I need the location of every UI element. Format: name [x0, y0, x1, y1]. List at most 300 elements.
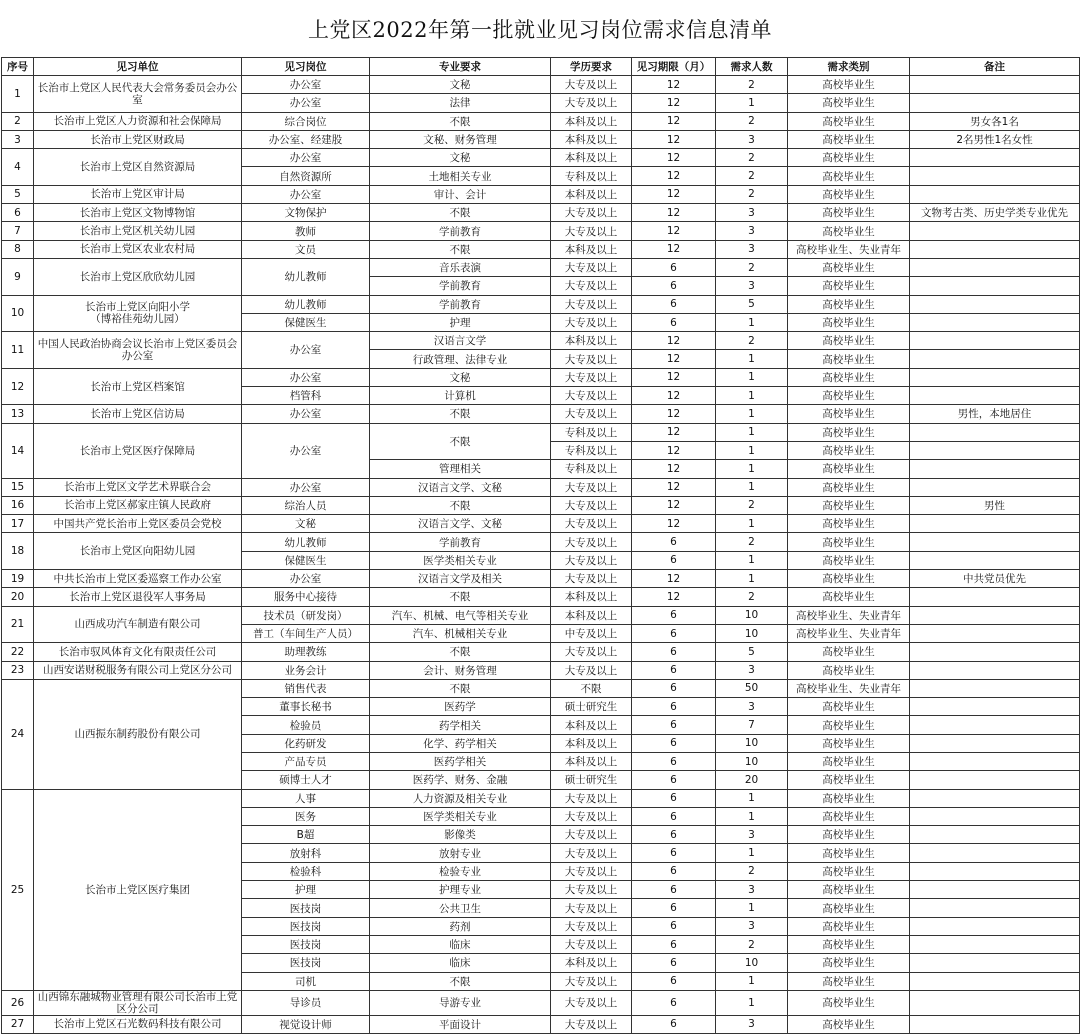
cell-note: 文物考古类、历史学类专业优先: [910, 204, 1080, 222]
cell-count: 2: [716, 258, 788, 276]
cell-major: 音乐表演: [370, 258, 551, 276]
cell-count: 2: [716, 588, 788, 606]
cell-major: 学前教育: [370, 295, 551, 313]
cell-category: 高校毕业生: [788, 387, 910, 405]
cell-education: 大专及以上: [551, 643, 632, 661]
cell-note: [910, 277, 1080, 295]
table-row: [2, 990, 1080, 1015]
cell-count: 3: [716, 826, 788, 844]
cell-education: 不限: [551, 679, 632, 697]
cell-post: 办公室、经建股: [242, 130, 370, 148]
cell-note: [910, 149, 1080, 167]
cell-major: 汽车、机械相关专业: [370, 624, 551, 642]
cell-major: 文秘: [370, 368, 551, 386]
header-category: 需求类别: [788, 58, 910, 76]
cell-count: 3: [716, 917, 788, 935]
cell-months: 6: [632, 551, 716, 569]
table-row: [2, 478, 1080, 496]
cell-unit: 长治市上党区人力资源和社会保障局: [34, 112, 242, 130]
cell-unit: 长治市上党区审计局: [34, 185, 242, 203]
cell-major: 不限: [370, 405, 551, 423]
cell-no: 2: [2, 112, 34, 130]
cell-months: 6: [632, 899, 716, 917]
cell-education: 大专及以上: [551, 1015, 632, 1033]
cell-major: 汽车、机械、电气等相关专业: [370, 606, 551, 624]
cell-major: 人力资源及相关专业: [370, 789, 551, 807]
cell-months: 6: [632, 771, 716, 789]
cell-education: 大专及以上: [551, 881, 632, 899]
cell-post: 普工（车间生产人员）: [242, 624, 370, 642]
cell-category: 高校毕业生: [788, 917, 910, 935]
cell-months: 12: [632, 368, 716, 386]
cell-no: 4: [2, 149, 34, 186]
cell-note: [910, 771, 1080, 789]
cell-count: 2: [716, 332, 788, 350]
header-post: 见习岗位: [242, 58, 370, 76]
cell-education: 本科及以上: [551, 588, 632, 606]
cell-note: [910, 76, 1080, 94]
cell-post: 自然资源所: [242, 167, 370, 185]
cell-unit: 山西安诺财税服务有限公司上党区分公司: [34, 661, 242, 679]
cell-education: 大专及以上: [551, 917, 632, 935]
cell-unit: 长治市上党区退役军人事务局: [34, 588, 242, 606]
cell-note: [910, 716, 1080, 734]
cell-major: 检验专业: [370, 862, 551, 880]
cell-months: 6: [632, 533, 716, 551]
cell-category: 高校毕业生: [788, 222, 910, 240]
cell-months: 6: [632, 1015, 716, 1033]
cell-post: 销售代表: [242, 679, 370, 697]
cell-count: 1: [716, 423, 788, 441]
cell-no: 8: [2, 240, 34, 258]
cell-count: 1: [716, 789, 788, 807]
cell-major: 汉语言文学、文秘: [370, 478, 551, 496]
cell-major: 医药学: [370, 698, 551, 716]
cell-category: 高校毕业生: [788, 94, 910, 112]
cell-category: 高校毕业生: [788, 441, 910, 459]
cell-post: 办公室: [242, 405, 370, 423]
table-row: [2, 533, 1080, 551]
cell-post: 幼儿教师: [242, 533, 370, 551]
cell-post: 放射科: [242, 844, 370, 862]
cell-education: 本科及以上: [551, 716, 632, 734]
cell-education: 大专及以上: [551, 935, 632, 953]
cell-post: 医技岗: [242, 935, 370, 953]
cell-no: 22: [2, 643, 34, 661]
table-row: [2, 496, 1080, 514]
cell-months: 6: [632, 258, 716, 276]
cell-months: 12: [632, 130, 716, 148]
cell-unit: 长治市驭风体育文化有限责任公司: [34, 643, 242, 661]
cell-unit: 长治市上党区信访局: [34, 405, 242, 423]
cell-category: 高校毕业生: [788, 515, 910, 533]
cell-count: 1: [716, 94, 788, 112]
cell-unit: 山西振东制药股份有限公司: [34, 679, 242, 789]
cell-unit: 长治市上党区农业农村局: [34, 240, 242, 258]
cell-major: 审计、会计: [370, 185, 551, 203]
cell-count: 2: [716, 167, 788, 185]
cell-major: 不限: [370, 240, 551, 258]
cell-post: B超: [242, 826, 370, 844]
cell-post: 办公室: [242, 570, 370, 588]
cell-count: 1: [716, 478, 788, 496]
cell-note: [910, 551, 1080, 569]
cell-months: 6: [632, 716, 716, 734]
cell-count: 1: [716, 460, 788, 478]
cell-category: 高校毕业生: [788, 551, 910, 569]
cell-count: 1: [716, 899, 788, 917]
cell-post: 产品专员: [242, 752, 370, 770]
cell-post: 幼儿教师: [242, 258, 370, 295]
cell-no: 24: [2, 679, 34, 789]
cell-count: 1: [716, 844, 788, 862]
cell-education: 大专及以上: [551, 258, 632, 276]
cell-category: 高校毕业生: [788, 313, 910, 331]
table-row: [2, 606, 1080, 624]
cell-major: 文秘: [370, 149, 551, 167]
cell-unit: 长治市上党区医疗集团: [34, 789, 242, 990]
cell-months: 6: [632, 990, 716, 1015]
cell-education: 专科及以上: [551, 423, 632, 441]
cell-education: 大专及以上: [551, 899, 632, 917]
cell-category: 高校毕业生: [788, 478, 910, 496]
cell-note: [910, 167, 1080, 185]
cell-count: 1: [716, 441, 788, 459]
cell-count: 20: [716, 771, 788, 789]
cell-unit: 长治市上党区财政局: [34, 130, 242, 148]
cell-category: 高校毕业生: [788, 368, 910, 386]
table-row: [2, 789, 1080, 807]
cell-category: 高校毕业生: [788, 826, 910, 844]
cell-post: 文员: [242, 240, 370, 258]
cell-education: 本科及以上: [551, 606, 632, 624]
cell-note: 男性: [910, 496, 1080, 514]
cell-note: [910, 679, 1080, 697]
cell-education: 硕士研究生: [551, 698, 632, 716]
header-note: 备注: [910, 58, 1080, 76]
cell-education: 大专及以上: [551, 826, 632, 844]
cell-major: 医学类相关专业: [370, 551, 551, 569]
cell-post: 办公室: [242, 368, 370, 386]
cell-months: 6: [632, 679, 716, 697]
cell-count: 3: [716, 881, 788, 899]
cell-no: 26: [2, 990, 34, 1015]
cell-note: [910, 423, 1080, 441]
table-row: [2, 332, 1080, 350]
cell-category: 高校毕业生: [788, 496, 910, 514]
cell-category: 高校毕业生: [788, 112, 910, 130]
cell-count: 2: [716, 185, 788, 203]
cell-post: 化药研发: [242, 734, 370, 752]
cell-unit: 长治市上党区机关幼儿园: [34, 222, 242, 240]
cell-category: 高校毕业生: [788, 350, 910, 368]
cell-count: 3: [716, 698, 788, 716]
cell-category: 高校毕业生: [788, 789, 910, 807]
cell-education: 本科及以上: [551, 752, 632, 770]
cell-education: 大专及以上: [551, 405, 632, 423]
table-row: [2, 588, 1080, 606]
header-unit: 见习单位: [34, 58, 242, 76]
cell-months: 6: [632, 752, 716, 770]
cell-note: [910, 240, 1080, 258]
cell-note: [910, 881, 1080, 899]
table-row: [2, 258, 1080, 276]
cell-major: 不限: [370, 588, 551, 606]
cell-note: [910, 661, 1080, 679]
cell-note: [910, 478, 1080, 496]
cell-months: 12: [632, 185, 716, 203]
cell-months: 6: [632, 624, 716, 642]
cell-months: 12: [632, 332, 716, 350]
cell-major: 公共卫生: [370, 899, 551, 917]
cell-post: 助理教练: [242, 643, 370, 661]
cell-unit: 长治市上党区向阳小学 （博裕佳苑幼儿园）: [34, 295, 242, 332]
cell-category: 高校毕业生: [788, 204, 910, 222]
cell-category: 高校毕业生: [788, 844, 910, 862]
cell-major: 文秘、财务管理: [370, 130, 551, 148]
cell-note: [910, 789, 1080, 807]
cell-unit: 长治市上党区郝家庄镇人民政府: [34, 496, 242, 514]
cell-post: 人事: [242, 789, 370, 807]
cell-major: 医药学相关: [370, 752, 551, 770]
cell-post: 检验科: [242, 862, 370, 880]
cell-post: 护理: [242, 881, 370, 899]
cell-note: [910, 844, 1080, 862]
cell-months: 6: [632, 643, 716, 661]
cell-category: 高校毕业生: [788, 423, 910, 441]
table-row: [2, 515, 1080, 533]
table-row: [2, 570, 1080, 588]
table-row: [2, 149, 1080, 167]
cell-note: [910, 624, 1080, 642]
cell-months: 12: [632, 496, 716, 514]
cell-education: 专科及以上: [551, 167, 632, 185]
cell-note: [910, 899, 1080, 917]
cell-unit: 长治市上党区欣欣幼儿园: [34, 258, 242, 295]
cell-major: 学前教育: [370, 533, 551, 551]
table-row: [2, 204, 1080, 222]
cell-note: [910, 222, 1080, 240]
cell-months: 6: [632, 954, 716, 972]
cell-months: 6: [632, 661, 716, 679]
cell-note: [910, 826, 1080, 844]
cell-note: 2名男性1名女性: [910, 130, 1080, 148]
cell-education: 专科及以上: [551, 441, 632, 459]
cell-education: 大专及以上: [551, 204, 632, 222]
cell-no: 13: [2, 405, 34, 423]
cell-education: 本科及以上: [551, 149, 632, 167]
cell-education: 本科及以上: [551, 734, 632, 752]
cell-count: 3: [716, 240, 788, 258]
cell-education: 中专及以上: [551, 624, 632, 642]
cell-note: [910, 862, 1080, 880]
cell-months: 12: [632, 423, 716, 441]
cell-post: 导诊员: [242, 990, 370, 1015]
cell-major: 文秘: [370, 76, 551, 94]
cell-education: 大专及以上: [551, 789, 632, 807]
cell-category: 高校毕业生: [788, 972, 910, 990]
cell-major: 汉语言文学: [370, 332, 551, 350]
cell-major: 临床: [370, 935, 551, 953]
cell-no: 12: [2, 368, 34, 405]
cell-count: 3: [716, 1015, 788, 1033]
cell-note: [910, 295, 1080, 313]
cell-count: 2: [716, 496, 788, 514]
cell-major: 平面设计: [370, 1015, 551, 1033]
header-count: 需求人数: [716, 58, 788, 76]
cell-major: 护理专业: [370, 881, 551, 899]
cell-unit: 长治市上党区文物博物馆: [34, 204, 242, 222]
cell-months: 12: [632, 570, 716, 588]
cell-note: [910, 185, 1080, 203]
cell-no: 18: [2, 533, 34, 570]
cell-count: 10: [716, 734, 788, 752]
cell-note: [910, 387, 1080, 405]
cell-count: 3: [716, 204, 788, 222]
cell-major: 土地相关专业: [370, 167, 551, 185]
cell-category: 高校毕业生: [788, 954, 910, 972]
cell-months: 12: [632, 515, 716, 533]
cell-unit: 长治市上党区档案馆: [34, 368, 242, 405]
cell-unit: 中国人民政治协商会议长治市上党区委员会办公室: [34, 332, 242, 369]
cell-major: 法律: [370, 94, 551, 112]
cell-note: [910, 698, 1080, 716]
cell-education: 大专及以上: [551, 570, 632, 588]
cell-months: 12: [632, 76, 716, 94]
cell-months: 6: [632, 734, 716, 752]
cell-unit: 长治市上党区向阳幼儿园: [34, 533, 242, 570]
cell-category: 高校毕业生: [788, 295, 910, 313]
cell-note: [910, 606, 1080, 624]
cell-post: 保健医生: [242, 313, 370, 331]
cell-note: [910, 441, 1080, 459]
cell-major: 不限: [370, 204, 551, 222]
cell-count: 1: [716, 570, 788, 588]
cell-note: [910, 935, 1080, 953]
cell-major: 药剂: [370, 917, 551, 935]
page-title: 上党区2022年第一批就业见习岗位需求信息清单: [308, 18, 772, 42]
cell-major: 医学类相关专业: [370, 807, 551, 825]
cell-note: [910, 643, 1080, 661]
cell-no: 27: [2, 1015, 34, 1033]
cell-count: 1: [716, 515, 788, 533]
cell-category: 高校毕业生: [788, 130, 910, 148]
cell-unit: 长治市上党区石光数码科技有限公司: [34, 1015, 242, 1033]
cell-category: 高校毕业生: [788, 533, 910, 551]
cell-education: 大专及以上: [551, 478, 632, 496]
cell-post: 办公室: [242, 478, 370, 496]
cell-post: 检验员: [242, 716, 370, 734]
cell-education: 本科及以上: [551, 332, 632, 350]
table-row: [2, 405, 1080, 423]
cell-category: 高校毕业生: [788, 807, 910, 825]
cell-months: 6: [632, 807, 716, 825]
cell-note: [910, 533, 1080, 551]
cell-post: 办公室: [242, 94, 370, 112]
header-education: 学历要求: [551, 58, 632, 76]
cell-count: 5: [716, 295, 788, 313]
table-row: [2, 679, 1080, 697]
cell-major: 化学、药学相关: [370, 734, 551, 752]
cell-education: 大专及以上: [551, 862, 632, 880]
cell-category: 高校毕业生、失业青年: [788, 679, 910, 697]
cell-post: 医技岗: [242, 917, 370, 935]
cell-education: 大专及以上: [551, 515, 632, 533]
cell-education: 大专及以上: [551, 350, 632, 368]
cell-category: 高校毕业生、失业青年: [788, 606, 910, 624]
table-body: [2, 76, 1080, 1034]
cell-count: 10: [716, 624, 788, 642]
cell-months: 6: [632, 606, 716, 624]
cell-category: 高校毕业生、失业青年: [788, 624, 910, 642]
cell-months: 12: [632, 240, 716, 258]
cell-months: 6: [632, 698, 716, 716]
cell-post: 保健医生: [242, 551, 370, 569]
cell-major: 不限: [370, 423, 551, 460]
cell-category: 高校毕业生: [788, 332, 910, 350]
cell-note: [910, 313, 1080, 331]
cell-count: 3: [716, 277, 788, 295]
cell-education: 大专及以上: [551, 76, 632, 94]
cell-major: 汉语言文学、文秘: [370, 515, 551, 533]
cell-education: 大专及以上: [551, 661, 632, 679]
cell-post: 办公室: [242, 185, 370, 203]
cell-post: 视觉设计师: [242, 1015, 370, 1033]
table-header-row: [2, 58, 1080, 76]
cell-category: 高校毕业生: [788, 899, 910, 917]
cell-unit: 长治市上党区医疗保障局: [34, 423, 242, 478]
cell-months: 6: [632, 313, 716, 331]
cell-no: 21: [2, 606, 34, 643]
cell-months: 6: [632, 862, 716, 880]
cell-count: 1: [716, 350, 788, 368]
cell-unit: 中共长治市上党区委巡察工作办公室: [34, 570, 242, 588]
cell-note: [910, 752, 1080, 770]
cell-count: 3: [716, 222, 788, 240]
cell-category: 高校毕业生: [788, 862, 910, 880]
cell-education: 大专及以上: [551, 368, 632, 386]
cell-note: [910, 368, 1080, 386]
cell-education: 大专及以上: [551, 990, 632, 1015]
cell-major: 会计、财务管理: [370, 661, 551, 679]
cell-major: 导游专业: [370, 990, 551, 1015]
cell-months: 12: [632, 149, 716, 167]
cell-education: 本科及以上: [551, 954, 632, 972]
cell-note: 男女各1名: [910, 112, 1080, 130]
table-row: [2, 295, 1080, 313]
cell-count: 10: [716, 606, 788, 624]
cell-post: 办公室: [242, 423, 370, 478]
positions-table: [1, 57, 1080, 1034]
cell-count: 1: [716, 990, 788, 1015]
cell-months: 12: [632, 460, 716, 478]
cell-note: [910, 1015, 1080, 1033]
table-row: [2, 423, 1080, 441]
cell-months: 6: [632, 295, 716, 313]
cell-post: 综治人员: [242, 496, 370, 514]
cell-unit: 中国共产党长治市上党区委员会党校: [34, 515, 242, 533]
cell-category: 高校毕业生: [788, 167, 910, 185]
table-row: [2, 643, 1080, 661]
cell-education: 本科及以上: [551, 185, 632, 203]
table-row: [2, 368, 1080, 386]
cell-no: 7: [2, 222, 34, 240]
cell-education: 大专及以上: [551, 277, 632, 295]
cell-education: 大专及以上: [551, 972, 632, 990]
cell-months: 6: [632, 789, 716, 807]
cell-post: 业务会计: [242, 661, 370, 679]
cell-months: 12: [632, 387, 716, 405]
